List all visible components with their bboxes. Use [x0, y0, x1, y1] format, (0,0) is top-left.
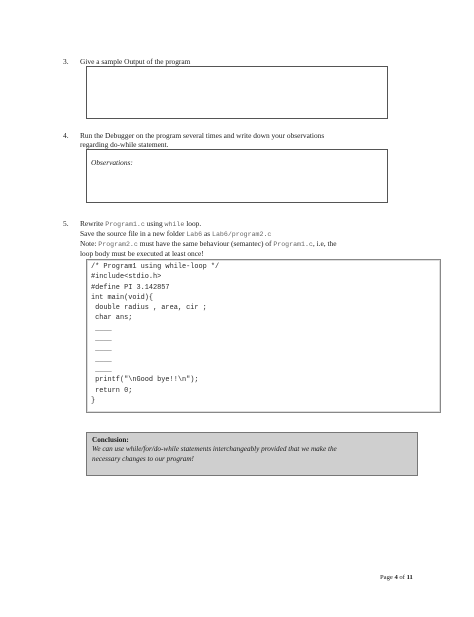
code-blank[interactable]: ____ — [91, 335, 112, 344]
text-segment: Rewrite — [80, 219, 106, 228]
page-number — [380, 574, 413, 581]
code-answer-box[interactable] — [86, 259, 441, 413]
note-line-2: loop body must be executed at least once! — [80, 249, 204, 258]
question-text-line-2: regarding do-while statement. — [80, 140, 169, 149]
text-segment: of — [397, 574, 407, 581]
code-line: /* Program1 using while-loop */ — [91, 263, 220, 271]
code-blank[interactable]: ____ — [91, 345, 112, 354]
text-segment: as — [202, 229, 212, 238]
conclusion-text-line-1: We can use while/for/do-while statements interchangeably provided that we make the — [92, 445, 337, 454]
code-blank[interactable]: ____ — [91, 324, 112, 333]
question-text — [80, 131, 410, 149]
observations-answer-box[interactable] — [86, 149, 388, 203]
text-segment: using — [144, 219, 165, 228]
question-number: 5. — [63, 219, 69, 228]
code-line: } — [91, 396, 96, 405]
conclusion-title: Conclusion: — [92, 436, 129, 444]
text-segment: Note: — [80, 239, 99, 248]
question-text — [80, 219, 410, 258]
code-line: printf("\nGood bye!!\n"); — [91, 376, 199, 385]
code-blank[interactable]: ____ — [91, 365, 112, 374]
code-line: #define PI 3.142857 — [91, 283, 170, 292]
code-line: #include<stdio.h> — [91, 273, 162, 282]
question-number: 4. — [63, 131, 69, 140]
observations-label: Observations: — [91, 158, 133, 167]
save-instruction — [80, 229, 410, 239]
text-segment: Save the source file in a new folder — [80, 229, 187, 238]
file-path: Lab6/program2.c — [212, 231, 272, 238]
note-line-1 — [80, 239, 410, 249]
rewrite-instruction — [80, 219, 410, 229]
current-page: 4 — [394, 574, 398, 581]
total-pages: 11 — [406, 574, 413, 581]
question-text: Give a sample Output of the program — [80, 57, 191, 66]
filename: Program2.c — [98, 241, 138, 248]
text-segment: , i.e, the — [312, 239, 337, 248]
filename: Program1.c — [273, 241, 313, 248]
code-line: double radius , area, cir ; — [91, 304, 207, 313]
code-line: return 0; — [91, 386, 133, 395]
keyword: while — [164, 221, 185, 228]
conclusion-text-line-2: necessary changes to our program! — [92, 454, 194, 463]
question-text-line-1: Run the Debugger on the program several times and write down your observations — [80, 131, 325, 140]
conclusion-box — [86, 432, 418, 476]
text-segment: Page — [380, 574, 395, 581]
text-segment: loop. — [184, 219, 202, 228]
filename: Program1.c — [105, 221, 145, 228]
sample-output-answer-box[interactable] — [86, 66, 388, 119]
code-blank[interactable]: ____ — [91, 355, 112, 364]
code-line: int main(void){ — [91, 293, 154, 302]
text-segment: must have the same behaviour (semantec) of — [137, 239, 274, 248]
question-number: 3. — [63, 57, 69, 66]
code-line: char ans; — [91, 314, 133, 323]
folder-name: Lab6 — [186, 231, 203, 238]
